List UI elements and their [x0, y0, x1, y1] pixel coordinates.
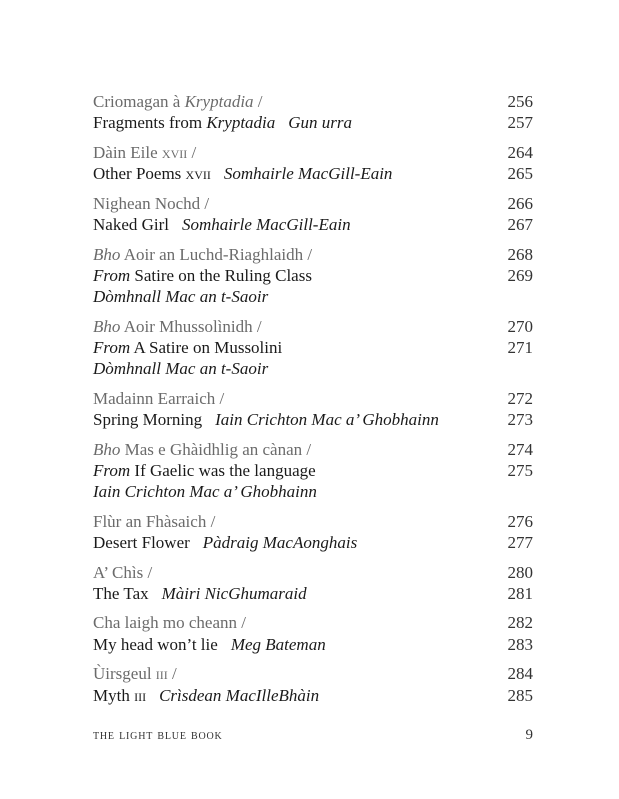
title-text: From: [93, 337, 131, 357]
title-text: Flùr an Fhàsaich /: [93, 511, 216, 531]
gaelic-title: [93, 439, 533, 460]
title-text: Criomagan à: [93, 92, 185, 111]
title-text: Kryptadia: [206, 113, 276, 133]
page-number: 9: [525, 727, 533, 743]
english-title: [93, 163, 533, 184]
title-text: Satire on the Ruling Class: [130, 265, 312, 285]
title-text: Nighean Nochd /: [93, 193, 210, 213]
author-name: Meg Bateman: [230, 634, 326, 654]
title-text: Desert Flower: [93, 532, 190, 552]
book-title: the light blue book: [93, 728, 223, 743]
title-text: /: [253, 92, 263, 111]
gaelic-title: [93, 142, 533, 163]
title-text: If Gaelic was the language: [130, 460, 316, 480]
gaelic-title: [93, 612, 533, 633]
author-name: Màiri NicGhumaraid: [161, 583, 307, 603]
title-text: Myth: [93, 685, 135, 705]
author-name: Somhairle MacGill-Eain: [182, 214, 351, 234]
gaelic-title: [93, 193, 533, 214]
english-title: [93, 532, 533, 553]
page-number: 284: [507, 664, 533, 684]
english-title: [93, 460, 533, 481]
page-number: 264: [507, 142, 533, 162]
author-name: Gun urra: [288, 113, 353, 133]
page-number: 269: [507, 265, 533, 285]
page-number: 274: [507, 439, 533, 459]
page-number: 270: [507, 316, 533, 336]
page-number: 276: [507, 511, 533, 531]
table-of-contents: [93, 91, 533, 714]
english-title: [93, 265, 533, 286]
toc-entry[interactable]: [93, 244, 533, 308]
page-number: 281: [507, 583, 533, 603]
toc-entry[interactable]: [93, 511, 533, 553]
title-text: Cha laigh mo cheann /: [93, 613, 246, 633]
toc-entry[interactable]: [93, 388, 533, 430]
roman-numeral: xvii: [161, 142, 188, 162]
page-number: 275: [507, 460, 533, 480]
page-number: 285: [507, 685, 533, 705]
author-name: Iain Crichton Mac a’ Ghobhainn: [215, 409, 439, 429]
page-number: 266: [507, 193, 533, 213]
title-text: My head won’t lie: [93, 634, 218, 654]
title-text: Ùirsgeul: [93, 664, 156, 684]
page-number: 280: [507, 562, 533, 582]
author-name: Somhairle MacGill-Eain: [223, 164, 393, 184]
roman-numeral: iii: [155, 664, 168, 684]
title-text: Mas e Ghàidhlig an cànan /: [120, 439, 312, 459]
title-text: A Satire on Mussolini: [130, 337, 283, 357]
author-name: Dòmhnall Mac an t-Saoir: [93, 287, 269, 306]
page-number: 265: [507, 164, 533, 184]
title-text: The Tax: [93, 583, 149, 603]
page-number: 268: [507, 244, 533, 264]
english-title: [93, 112, 533, 133]
running-footer: [93, 728, 533, 748]
title-text: From: [93, 265, 131, 285]
author-name: Dòmhnall Mac an t-Saoir: [93, 359, 269, 379]
english-title: [93, 214, 533, 235]
title-text: Other Poems: [93, 164, 186, 184]
english-title: [93, 583, 533, 604]
page-number: 277: [507, 532, 533, 552]
title-text: Aoir Mhussolìnidh /: [120, 316, 262, 336]
page-number: 282: [507, 613, 533, 633]
toc-entry[interactable]: [93, 612, 533, 654]
page-number: 271: [507, 337, 533, 357]
title-text: Madainn Earraich /: [93, 388, 225, 408]
toc-entry[interactable]: [93, 562, 533, 604]
page-number: 257: [507, 113, 533, 133]
page-number: 283: [507, 634, 533, 654]
title-text: From: [93, 460, 131, 480]
english-title: [93, 685, 533, 706]
toc-entry[interactable]: [93, 91, 533, 133]
author-name: Crìsdean MacIlleBhàin: [159, 685, 320, 705]
gaelic-title: [93, 562, 533, 583]
title-text: Naked Girl: [93, 214, 170, 234]
title-text: /: [187, 142, 197, 162]
gaelic-title: [93, 244, 533, 265]
title-text: Spring Morning: [93, 409, 203, 429]
gaelic-title: [93, 511, 533, 532]
title-text: Aoir an Luchd-Riaghlaidh /: [120, 244, 313, 264]
gaelic-title: [93, 316, 533, 337]
title-text: Kryptadia: [184, 92, 254, 111]
english-title: [93, 337, 533, 358]
toc-entry[interactable]: [93, 316, 533, 380]
toc-entry[interactable]: [93, 663, 533, 705]
english-title: [93, 409, 533, 430]
gaelic-title: [93, 91, 533, 112]
toc-entry[interactable]: [93, 193, 533, 235]
author-name: Pàdraig MacAonghais: [202, 532, 358, 552]
gaelic-title: [93, 388, 533, 409]
roman-numeral: xvii: [185, 164, 211, 184]
title-text: A’ Chìs /: [93, 562, 153, 582]
title-text: Bho: [93, 439, 121, 459]
title-text: Fragments from: [93, 113, 207, 133]
title-text: Bho: [93, 244, 121, 264]
gaelic-title: [93, 663, 533, 684]
title-text: Bho: [93, 316, 121, 336]
toc-entry[interactable]: [93, 439, 533, 503]
page-number: 273: [507, 409, 533, 429]
page-number: 267: [507, 214, 533, 234]
toc-entry[interactable]: [93, 142, 533, 184]
title-text: Dàin Eile: [93, 142, 162, 162]
english-title: [93, 634, 533, 655]
page-number: 272: [507, 388, 533, 408]
title-text: /: [167, 664, 177, 684]
page-number: 256: [507, 92, 533, 111]
roman-numeral: iii: [134, 685, 147, 705]
author-name: Iain Crichton Mac a’ Ghobhainn: [93, 482, 317, 501]
